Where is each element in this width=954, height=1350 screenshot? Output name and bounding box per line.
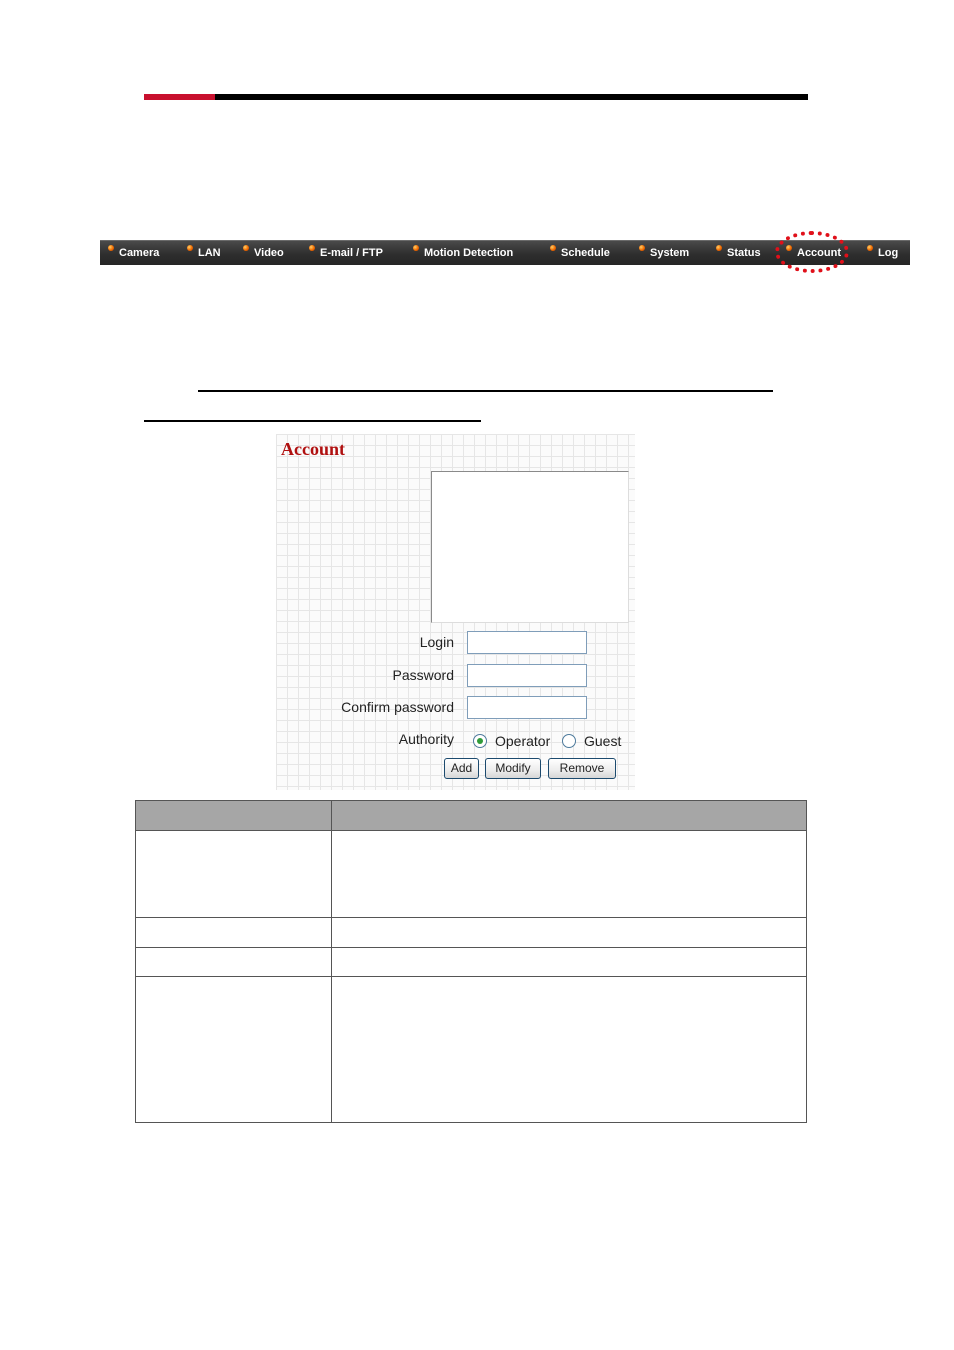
table-header-cell (332, 801, 807, 831)
add-button[interactable]: Add (444, 758, 479, 779)
table-cell (332, 918, 807, 948)
heading-underline (198, 390, 773, 392)
settings-description-table (135, 800, 807, 1123)
table-header-row (136, 801, 807, 831)
bullet-icon (867, 245, 873, 251)
bullet-icon (639, 245, 645, 251)
highlight-annotation-circle (775, 231, 849, 273)
remove-button[interactable]: Remove (548, 758, 616, 779)
operator-radio-label: Operator (495, 733, 551, 749)
guest-radio-label: Guest (584, 733, 622, 749)
header-rule-accent (144, 94, 215, 100)
nav-item-label: Video (254, 247, 284, 259)
bullet-icon (309, 245, 315, 251)
table-row (136, 948, 807, 977)
guest-radio[interactable] (562, 734, 576, 748)
modify-button[interactable]: Modify (485, 758, 541, 779)
nav-item-status[interactable] (716, 241, 761, 265)
account-settings-panel (276, 434, 635, 790)
nav-item-camera[interactable] (108, 241, 159, 265)
bullet-icon (108, 245, 114, 251)
table-cell (136, 948, 332, 977)
nav-item-label: Status (727, 247, 761, 259)
heading-underline-continued (144, 420, 481, 422)
nav-item-email-ftp[interactable] (309, 241, 383, 265)
bullet-icon (243, 245, 249, 251)
table-cell (136, 831, 332, 918)
nav-item-schedule[interactable] (550, 241, 610, 265)
nav-item-label: E-mail / FTP (320, 247, 383, 259)
table-cell (332, 948, 807, 977)
table-row (136, 831, 807, 918)
table-row (136, 977, 807, 1123)
table-cell (332, 977, 807, 1123)
nav-item-system[interactable] (639, 241, 689, 265)
nav-item-lan[interactable] (187, 241, 221, 265)
confirm-password-label: Confirm password (341, 699, 454, 715)
account-list-box[interactable] (431, 471, 629, 623)
table-header-cell (136, 801, 332, 831)
table-row (136, 918, 807, 948)
panel-title: Account (281, 439, 345, 459)
login-input[interactable] (467, 631, 587, 654)
nav-item-label: LAN (198, 247, 221, 259)
nav-item-motion-detection[interactable] (413, 241, 513, 265)
nav-item-log[interactable] (867, 241, 898, 265)
bullet-icon (187, 245, 193, 251)
authority-label: Authority (398, 731, 454, 747)
nav-item-label: Camera (119, 247, 160, 259)
nav-item-label: Log (878, 247, 899, 259)
nav-item-label: Account (797, 247, 841, 259)
password-input[interactable] (467, 664, 587, 687)
nav-item-label: Schedule (561, 247, 610, 259)
table-cell (136, 918, 332, 948)
nav-item-video[interactable] (243, 241, 284, 265)
password-label: Password (392, 667, 454, 683)
bullet-icon (550, 245, 556, 251)
nav-item-label: System (650, 247, 690, 259)
bullet-icon (716, 245, 722, 251)
table-cell (136, 977, 332, 1123)
operator-radio[interactable] (473, 734, 487, 748)
bullet-icon (413, 245, 419, 251)
login-label: Login (419, 634, 454, 650)
nav-item-label: Motion Detection (424, 247, 514, 259)
confirm-password-input[interactable] (467, 696, 587, 719)
table-cell (332, 831, 807, 918)
header-rule (215, 94, 808, 100)
